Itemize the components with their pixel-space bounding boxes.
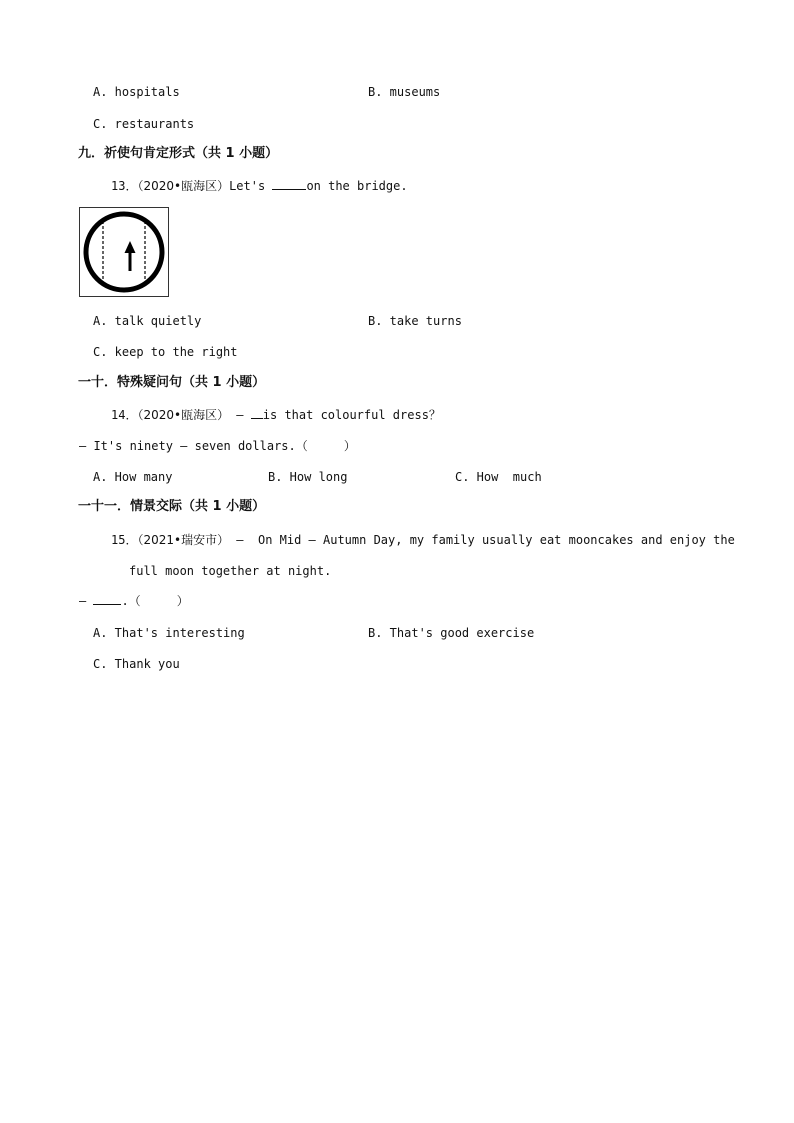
option-a: A. talk quietly <box>93 314 202 328</box>
question-text: is that colourful dress？ <box>262 408 441 422</box>
answer-blank <box>272 178 306 190</box>
answer-bracket: .（ ） <box>121 594 189 608</box>
answer-blank <box>93 593 121 605</box>
option-c: C. restaurants <box>93 117 195 131</box>
dash: – <box>229 408 251 422</box>
option-a: A. How many <box>93 470 173 484</box>
question-14-line-2: – It's ninety – seven dollars.（ ） <box>79 439 356 453</box>
question-15-line-3 <box>79 593 189 609</box>
question-15 <box>111 532 735 548</box>
option-c: C. How much <box>455 470 542 484</box>
question-14 <box>111 407 441 423</box>
question-text: – On Mid – Autumn Day, my family usually eat mooncakes and enjoy the <box>229 533 735 547</box>
option-c: C. keep to the right <box>93 345 238 359</box>
dash: – <box>79 594 94 608</box>
option-b: B. museums <box>368 85 441 99</box>
keep-right-traffic-sign-icon <box>79 207 169 297</box>
question-15-line-2: full moon together at night. <box>129 564 332 578</box>
option-a: A. hospitals <box>93 85 180 99</box>
section-title-10: 一十．特殊疑问句（共 1 小题） <box>78 375 266 390</box>
question-number: 14． <box>111 408 138 422</box>
question-source: （2021•瑞安市） <box>137 533 230 547</box>
section-title-11: 一十一．情景交际（共 1 小题） <box>78 499 266 514</box>
question-source: （2020•瓯海区） <box>137 408 230 422</box>
option-b: B. That's good exercise <box>368 626 535 640</box>
option-b: B. take turns <box>368 314 462 328</box>
option-b: B. How long <box>268 470 348 484</box>
question-number: 13． <box>111 179 138 193</box>
question-number: 15． <box>111 533 138 547</box>
question-text-start: Let's <box>229 179 273 193</box>
section-title-9: 九．祈使句肯定形式（共 1 小题） <box>78 146 279 161</box>
question-text-end: on the bridge. <box>306 179 408 193</box>
question-13 <box>111 178 408 194</box>
answer-blank <box>251 407 263 419</box>
question-source: （2020•瓯海区） <box>137 179 230 193</box>
option-c: C. Thank you <box>93 657 180 671</box>
option-a: A. That's interesting <box>93 626 245 640</box>
